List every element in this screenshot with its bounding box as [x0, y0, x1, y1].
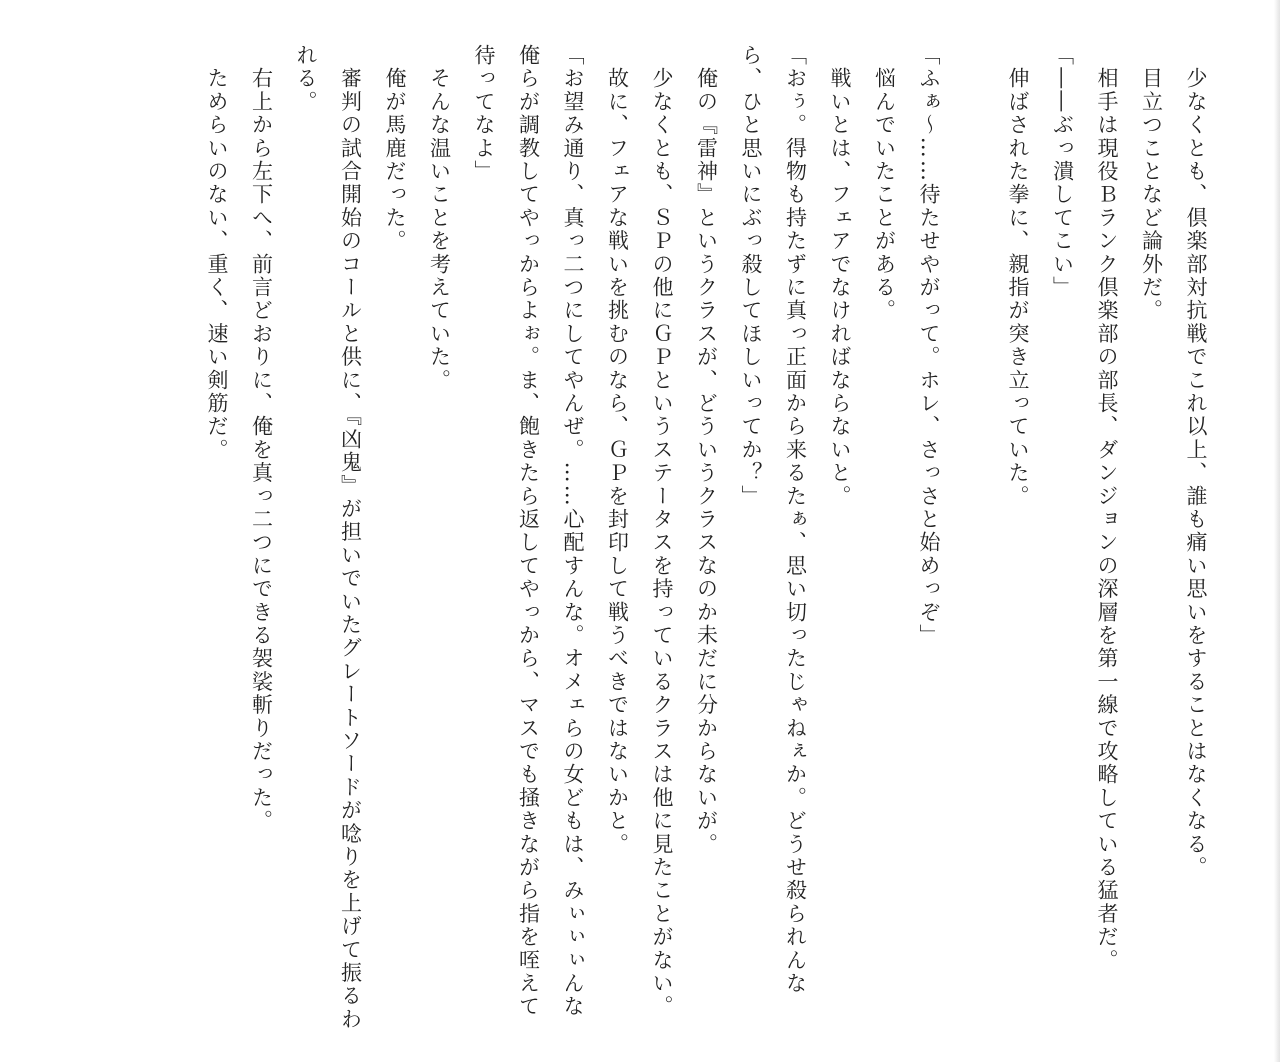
paragraph: 相手は現役Ｂランク倶楽部の部長、ダンジョンの深層を第一線で攻略している猛者だ。: [1095, 44, 1119, 972]
paragraph: そんな温いことを考えていた。: [427, 44, 452, 392]
paragraph: 戦いとは、フェアでなければならないと。: [828, 44, 852, 508]
paragraph: 故に、フェアな戦いを挑むのなら、ＧＰを封印して戦うべきではないかと。: [605, 44, 630, 856]
paragraph: 少なくとも、ＳＰの他にＧＰというステータスを持っているクラスは他に見たことがない。: [650, 44, 674, 1019]
dialogue-line: 「お望み通り、真っ二つにしてやんぜ。……心配すんな。オメェらの女どもは、みぃぃぃんな俺らが調教してやっからよぉ。ま、飽きたら返してやっから、マスでも掻きながら指を咥えて待ってなよ」: [472, 44, 585, 1019]
paragraph: 右上から左下へ、前言どおりに、俺を真っ二つにできる袈裟斬りだった。: [249, 44, 274, 833]
paragraph: 目立つことなど論外だ。: [1139, 44, 1164, 323]
paragraph: 伸ばされた拳に、親指が突き立っていた。: [1006, 44, 1030, 508]
paragraph: 審判の試合開始のコールと供に、『凶鬼』が担いでいたグレートソードが唸りを上げて振るわれる。: [294, 44, 363, 1032]
paragraph: 悩んでいたことがある。: [872, 44, 897, 323]
paragraph: 俺が馬鹿だった。: [383, 44, 407, 253]
paragraph: ためらいのない、重く、速い剣筋だ。: [205, 44, 229, 462]
page-edge-shadow: [1274, 0, 1280, 1062]
dialogue-line: 「ふぁ～……待たせやがって。ホレ、さっさと始めっぞ」: [917, 44, 941, 648]
vertical-text-body: [195, 44, 1219, 1034]
paragraph: 少なくとも、倶楽部対抗戦でこれ以上、誰も痛い思いをすることはなくなる。: [1184, 44, 1208, 880]
dialogue-line: 「おぅ。得物も持たずに真っ正面から来るたぁ、思い切ったじゃねぇか。どうせ殺られんなら、ひと思いにぶっ殺してほしいってか？」: [739, 44, 808, 996]
paragraph: 俺の『雷神』というクラスが、どういうクラスなのか未だに分からないが。: [694, 44, 719, 856]
blank-line: [951, 44, 996, 1034]
dialogue-line: 「――ぶっ潰してこい」: [1050, 44, 1075, 300]
